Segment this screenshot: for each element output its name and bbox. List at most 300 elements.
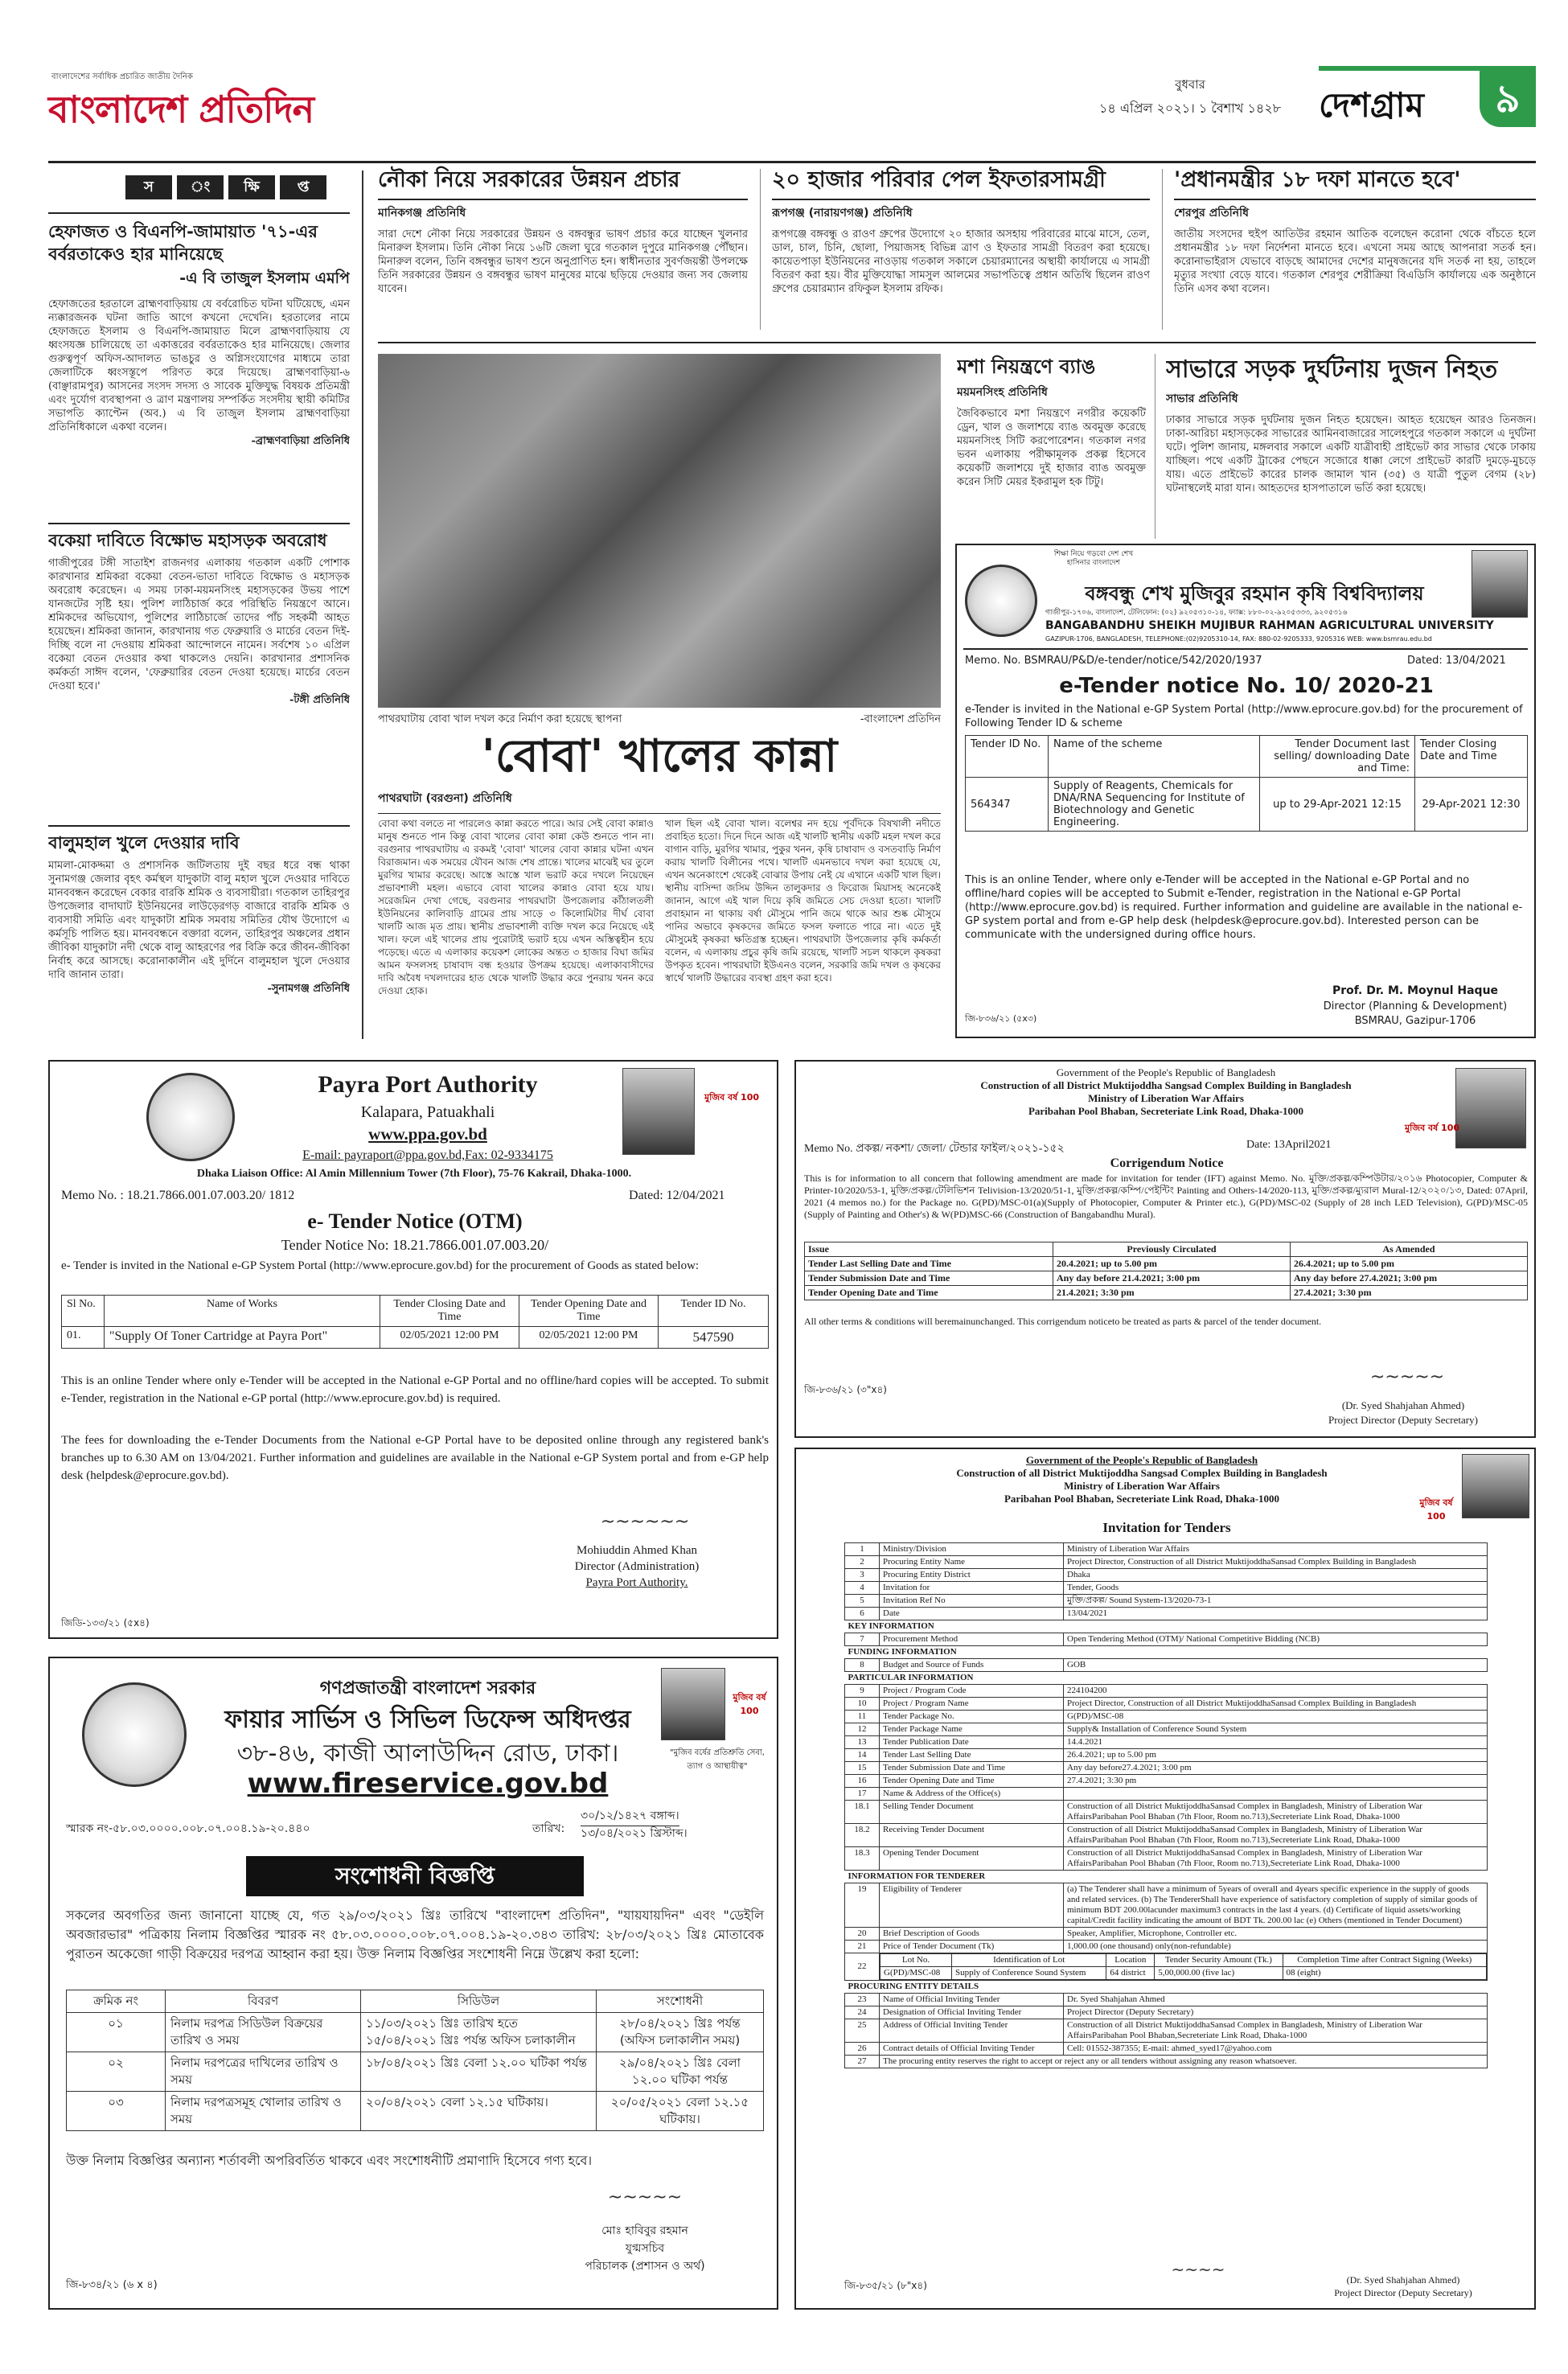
table-cell: Procuring Entity District [880,1569,1064,1582]
signer-name: মোঃ হাবিবুর রহমান [601,2224,688,2237]
memo-date: Date: 13April2021 [1246,1139,1332,1151]
brief-body: হেফাজতের হরতালে ব্রাহ্মণবাড়িয়ায় যে বর্বরোচিত ঘটনা ঘটিয়েছে, এমন ন্যক্কারজনক ঘটনা জাতি আগে কখনো দেখেনি। হরতালের নামে হেফাজতে ইসলাম ও বিএনপি-জামায়াত মিলে ব্রাহ্মণবাড়িয়ায় যে ধ্বংসযজ্ঞ চালিয়েছে তা একাত্তরের বর্বরতাকেও হার মানিয়েছে। জেলার গুরুত্বপূর্ণ অফিস-আদালত ভাঙচুর ও অগ্নিসংযোগের মাধ্যমে তারা জেলাটিকে ধ্বংসস্তূপে পরিণত করে দিয়েছে। ব্রাহ্মণবাড়িয়া-৬ (বাঞ্ছারামপুর) আসনের সংসদ সদস্য ও সাবেক মুক্তিযুদ্ধ বিষয়ক প্রতিমন্ত্রী এবং দুর্যোগ ব্যবস্থাপনা ও ত্রাণ মন্ত্রণালয় সম্পর্কিত সংসদীয় স্থায়ী কমিটির সভাপতি ক্যাপ্টেন (অব.) এ বি তাজুল ইসলাম ব্রাহ্মণবাড়িয়া প্রতিনিধিকালে একথা বলেন। [48,298,350,433]
news-headline: 'প্রধানমন্ত্রীর ১৮ দফা মানতে হবে' [1174,167,1461,192]
table-row [845,1633,1488,1646]
table-row [845,1646,1488,1659]
table-row [845,1685,1488,1698]
feature-body-col1: বোবা কথা বলতে না পারলেও কান্না করতে পারে। আর সেই বোবা কান্নাও মানুষ শুনতে পান কিন্তু বোবা খালের বোবা কান্না কেউ শুনতে পান না। বরগুনার পাথরঘাটায় এ রকমই 'বোবা' খালের বোবা কান্নার ঘটনা এখন বিরাজমান। এক সময়ের যৌবন আজ শেষ প্রান্তে। খালের মাঝেই ঘর তুলে মুরগির খামার করেছে। আস্তে আস্তে খাল ভরাট করে দখলে নিয়েছেন প্রভাবশালী মহল। এভাবে বোবা খালের কান্নাও বোবা হয়ে যায়। সরেজমিন দেখা গেছে, বরগুনার পাথরঘাটা উপজেলার কাঁঠালতলী ইউনিয়নের কালিবাড়ি গ্রামের প্রায় সাড়ে ৩ কিলোমিটার দীর্ঘ বোবা খালটি আজ মৃত প্রায়। স্থানীয় প্রভাবশালী ব্যক্তি দখল করে নিয়েছে এই খাল। ফলে এই খালের প্রায় পুরোটাই ভরাট হয়ে এখন অস্তিত্বহীন হয়ে পড়েছে। এতে এ এলাকার কয়েকশ লোকের অন্তত ৩ হাজার বিঘা জমির আমন ফসলসহ চাষাবাদ বন্ধ হওয়ার উপক্রম হয়েছে। এলাকাবাসীদের দাবি অবৈধ দখলদারের হাত থেকে খালটি উদ্ধার করে পুনরায় খনন করে দেওয়া হোক। [378,818,654,996]
table-cell: ২০/০৫/২০২১ বেলা ১২.১৫ ঘটিকায়। [597,2092,764,2131]
table-cell: 02/05/2021 12:00 PM [519,1327,659,1349]
authority-email: E-mail: payraport@ppa.gov.bd,Fax: 02-9334175 [302,1148,553,1162]
table-cell: 24 [845,2006,880,2019]
table-cell: Any day before 27.4.2021; 3:00 pm [1291,1271,1528,1286]
date-bengali-calendar: ৩০/১২/১৪২৭ বঙ্গাব্দ। [581,1806,679,1826]
column-header: Name of the scheme [1049,736,1260,778]
table-cell: 29-Apr-2021 12:30 [1415,778,1528,832]
signer-org: Payra Port Authority. [585,1576,688,1589]
table-cell: 21.4.2021; 3:30 pm [1053,1286,1291,1300]
signer-org: BSMRAU, Gazipur-1706 [1354,1015,1476,1027]
table-cell: Address of Official Inviting Tender [880,2019,1064,2043]
amendment-table [66,1990,764,2131]
table-cell: (a) The Tenderer shall have a minimum of 5years of overall and 4years specific experience in the supply of goods and related services. (b) The TendererShall have experience of satisfactory completion of supply of similar goods of minimum BDT 200.00lacunder maximum3 contracts in the last 4 years. (d) Certificate of liquid assets/working capital/Credit facility indicating the amount of BDT Tk. 200.00 lac (e) Others (mentioned in Tender Document) [1064,1883,1488,1928]
masthead [48,71,1536,167]
table-cell: Construction of all District MuktijoddhaSansad Complex in Bangladesh, Ministry of Liberation War AffairsParibahan Pool Bhaban (7th Floor, Room no.713),Secreteriate Link Road, Dhaka-1000 [1064,1824,1488,1847]
table-row [845,1556,1488,1569]
lot-table-cell [880,1953,1488,1981]
table-cell: Price of Tender Document (Tk) [880,1941,1064,1953]
column-header: Sl No. [62,1296,105,1327]
authority-website: www.ppa.gov.bd [368,1124,487,1144]
news-body: ঢাকার সাভারে সড়ক দুর্ঘটনায় দুজন নিহত হয়েছেন। আহত হয়েছেন আরও তিনজন। ঢাকা-আরিচা মহাসড়কের সাভারের আমিনবাজারের সালেহপুরে গতকাল সকালে এ দুর্ঘটনা ঘটে। পুলিশ জানায়, মঙ্গলবার সকালে একটি যাত্রীবাহী প্রাইভেট কার সাভার থেকে ঢাকায় যাচ্ছিল। পথে একটি ট্রাকের পেছনে সজোরে ধাক্কা লেগে প্রাইভেট কারটি দুমড়ে-মুচড়ে যায়। এতে প্রাইভেট কারের চালক জামাল খান (৩৫) ও যাত্রী পুতুল বেগম (২৮) ঘটনাস্থলেই মারা যান। আহতদের হাসপাতালে ভর্তি করা হয়েছে। [1166,414,1536,495]
table-row [845,1659,1488,1672]
university-address-en: GAZIPUR-1706, BANGLADESH, TELEPHONE:(02)9205310-14, FAX: 880-02-9205333, 9205316 WEB: www.bsmrau.edu.bd [1045,635,1432,643]
masthead-tagline: বাংলাদেশের সর্বাধিক প্রচারিত জাতীয় দৈনিক [51,72,193,81]
table-cell: 14.4.2021 [1064,1736,1488,1749]
table-cell: 18.3 [845,1847,880,1871]
memo-number: Memo No. প্রকল্প/ নকশা/ জেলা/ টেন্ডার ফাইল/২০২১-১৫২ [804,1143,1065,1155]
news-headline: ২০ হাজার পরিবার পেল ইফতারসামগ্রী [772,167,1106,192]
table-cell: Ministry/Division [880,1543,1064,1556]
news-story [378,165,748,334]
signature: ~~~~~ [607,2187,683,2208]
table-cell: GOB [1064,1659,1488,1672]
table-cell: নিলাম দরপত্রসমূহ খোলার তারিখ ও সময় [166,2092,361,2131]
news-byline: ময়মনসিংহ প্রতিনিধি [957,386,1048,399]
corrigendum-title: Corrigendum Notice [1110,1156,1224,1170]
table-cell: Contract details of Official Inviting Tender [880,2043,1064,2056]
table-row [845,1723,1488,1736]
signer-title: যুগ্মসচিব [625,2242,665,2255]
table-cell: ২৮/০৪/২০২১ খ্রিঃ পর্যন্ত (অফিস চলাকালীন সময়) [597,2013,764,2052]
table-cell: Any day before 21.4.2021; 3:00 pm [1053,1271,1291,1286]
project-name: Construction of all District Muktijoddha Sangsad Complex Building in Bangladesh [980,1079,1352,1091]
table-row [845,2056,1488,2068]
amendment-intro: সকলের অবগতির জন্য জানানো যাচ্ছে যে, গত ২৯/০৩/২০২১ খ্রিঃ তারিখে "বাংলাদেশ প্রতিদিন", "যায়যায়দিন" এবং "ডেইলি অবজারভার" পত্রিকায় নিলাম বিজ্ঞপ্তির স্মারক নং ৫৮.০৩.০০০০.০০৮.০৭.০০৪.১৯-২০.৩৪৩ তারিখ: ২৮/০৩/২০২১ খ্রিঃ মোতাবেক পুরাতন অকেজো গাড়ী বিক্রয়ের দরপত্র আহ্বান করা হয়। উক্ত নিলাম বিজ্ঞপ্তির সংশোধনী নিম্নে উল্লেখ করা হলো: [66,1908,764,1961]
feature-caption: পাথরঘাটায় বোবা খাল দখল করে নির্মাণ করা হয়েছে স্থাপনা [378,713,622,725]
issue-day: বুধবার [1175,77,1205,92]
fire-service-ad [48,1657,778,2310]
table-cell: ২০/০৪/২০২১ বেলা ১২.১৫ ঘটিকায়। [361,2092,597,2131]
table-cell: 23 [845,1994,880,2006]
table-cell: Project / Program Code [880,1685,1064,1698]
table-cell: 08 (eight) [1283,1967,1486,1980]
table-cell: Tender Opening Date and Time [880,1775,1064,1788]
table-cell: Selling Tender Document [880,1801,1064,1824]
table-row [845,1569,1488,1582]
table-row [845,1711,1488,1723]
signer-title: Project Director (Deputy Secretary) [1334,2287,1472,2298]
table-cell: নিলাম দরপত্র সিডিউল বিক্রয়ের তারিখ ও সময় [166,2013,361,2052]
table-cell: FUNDING INFORMATION [845,1646,1488,1659]
table-cell: 26.4.2021; up to 5.00 pm [1291,1257,1528,1271]
tender-notice-title: e-Tender notice No. 10/ 2020-21 [1059,674,1434,698]
table-cell: Open Tendering Method (OTM)/ National Competitive Bidding (NCB) [1064,1633,1488,1646]
lot-table [880,1953,1487,1980]
table-cell: 9 [845,1685,880,1698]
brief-credit: -ব্রাহ্মণবাড়িয়া প্রতিনিধি [251,435,350,447]
table-cell: Brief Description of Goods [880,1928,1064,1941]
news-byline: শেরপুর প্রতিনিধি [1174,207,1249,220]
brief-item [48,220,350,518]
corrigendum-footer: All other terms & conditions will beremainunchanged. This corrigendum noticeto be treated as parts & parcel of the tender document. [804,1316,1322,1327]
table-row [845,1698,1488,1711]
signer-title: Project Director (Deputy Secretary) [1328,1414,1478,1426]
table-cell [1064,1788,1488,1801]
bangabandhu-portrait [661,1668,725,1740]
brief-headline: বকেয়া দাবিতে বিক্ষোভ মহাসড়ক অবরোধ [48,531,327,550]
news-body: জৈবিকভাবে মশা নিয়ন্ত্রণে নগরীর কয়েকটি ড্রেন, খাল ও জলাশয়ে ব্যাঙ অবমুক্ত করেছে ময়মনসিংহ সিটি করপোরেশন। গতকাল নগর ভবন এলাকায় পরীক্ষামূলক প্রকল্প হিসেবে কয়েকটি জলাশয়ে দুই হাজার ব্যাঙ অবমুক্ত করেন সিটি মেয়র ইকরামুল হক টিটু। [957,408,1146,488]
memo-date: Dated: 12/04/2021 [629,1189,725,1202]
feature-photo [378,354,941,708]
university-name-en: BANGABANDHU SHEIKH MUJIBUR RAHMAN AGRICULTURAL UNIVERSITY [1045,619,1494,632]
table-row [845,2019,1488,2043]
table-cell: Tender Last Selling Date [880,1749,1064,1762]
table-cell: 5,00,000.00 (five lac) [1155,1967,1283,1980]
memo-number: Memo. No. BSMRAU/P&D/e-tender/notice/542/2020/1937 [965,655,1262,667]
column-header: Lot No. [880,1954,952,1967]
signer-name: (Dr. Syed Shahjahan Ahmed) [1346,2274,1460,2286]
table-cell: G(PD)/MSC-08 [880,1967,952,1980]
table-cell: 01. [62,1327,105,1349]
table-cell: Tender Publication Date [880,1736,1064,1749]
news-byline: সাভার প্রতিনিধি [1166,392,1238,405]
column-header: Tender ID No. [659,1296,769,1327]
ad-ref: জি-৮৩৬/২১ (৩"x৪) [804,1384,887,1395]
table-cell: 14 [845,1749,880,1762]
column-header: Identification of Lot [951,1954,1106,1967]
table-row [845,1672,1488,1685]
column-header: বিবরণ [166,1990,361,2013]
amendment-banner: সংশোধনী বিজ্ঞপ্তি [246,1856,584,1896]
table-cell: Name of Official Inviting Tender [880,1994,1064,2006]
department-address: ৩৮-৪৬, কাজী আলাউদ্দিন রোড, ঢাকা। [236,1739,619,1768]
table-cell: নিলাম দরপত্রের দাখিলের তারিখ ও সময় [166,2052,361,2092]
bsmrau-tender-ad [955,544,1536,1038]
mujib-quote: "মুজিব বর্ষের প্রতিশ্রুতি সেবা, ত্যাগ ও আস্থায়ীত্ব" [670,1748,765,1771]
column-header: Tender ID No. [966,736,1049,778]
table-cell: Project Director (Deputy Secretary) [1064,2006,1488,2019]
tender-intro: e- Tender is invited in the National e-GP System Portal (http://www.eprocure.gov.bd) for the procurement of Goods as stated below: [61,1259,700,1272]
table-cell: Date [880,1608,1064,1620]
news-story [1174,165,1536,334]
itt-table [844,1542,1488,2068]
table-cell: Invitation for [880,1582,1064,1595]
table-cell: G(PD)/MSC-08 [1064,1711,1488,1723]
tender-table [61,1295,769,1349]
table-cell: 3 [845,1569,880,1582]
table-cell: Tender Submission Date and Time [805,1271,1053,1286]
column-header: Tender Closing Date and Time [1415,736,1528,778]
column-header: Name of Works [105,1296,380,1327]
table-row [845,1762,1488,1775]
table-cell: Any day before27.4.2021; 3:00 pm [1064,1762,1488,1775]
table-cell: Tender, Goods [1064,1582,1488,1595]
column-header: As Amended [1291,1242,1528,1257]
table-cell: up to 29-Apr-2021 12:15 [1260,778,1415,832]
column-header: সিডিউল [361,1990,597,2013]
table-cell: 18.2 [845,1824,880,1847]
column-header: ক্রমিক নং [67,1990,166,2013]
table-cell: Name & Address of the Office(s) [880,1788,1064,1801]
corrigendum-intro: This is for information to all concern that following amendment are made for invitation for tender (IFT) against Memo. No. মুক্তি/প্রকল্প/কম্পিউটার/২০১৬ Photocopier, Computer & Printer-10/2020/53-1, মুক্তি/প্রকল্প/টেলিভিশন Telivision-13/2020/51-1, মুক্তি/প্রকল্প/কম্পি/পেইন্টিং Painting and Others-14/2020-113, মুক্তি/প্রকল্প/ম্যুরাল Mural-12/২০২০/১৩, Dated: 07April, 2021 (4 memos no.) for the Package no. G(PD)/MSC-01(a)(Supply of Photocopier, Computer & Printer etc.), G(PD)/MSC-02 (Supply of 28 inch LED Television), G(PD)/MSC-05 (Supply of Painting and Other's) & W(PD)MSC-66 (Construction of Bangabandhu Mural). [804,1173,1528,1220]
table-cell: Supply of Reagents, Chemicals for DNA/RNA Sequencing for Institute of Biotechnology and Genetic Engineering. [1049,778,1260,832]
liaison-office: Dhaka Liaison Office: Al Amin Millennium Tower (7th Floor), 75-76 Kakrail, Dhaka-1000. [196,1168,632,1180]
table-cell: 224104200 [1064,1685,1488,1698]
table-cell: Speaker, Amplifier, Microphone, Controller etc. [1064,1928,1488,1941]
table-row [845,1608,1488,1620]
table-cell: Tender Package Name [880,1723,1064,1736]
signer-title: Director (Planning & Development) [1323,1000,1508,1012]
gov-name: Government of the People's Republic of Bangladesh [1025,1454,1258,1466]
column-header: Tender Closing Date and Time [380,1296,519,1327]
authority-name: Payra Port Authority [318,1071,538,1098]
signature: ~~~~~ [1369,1367,1445,1387]
university-logo [965,565,1037,637]
news-headline: মশা নিয়ন্ত্রণে ব্যাঙ [957,355,1096,378]
signer-name: (Dr. Syed Shahjahan Ahmed) [1341,1399,1465,1411]
news-body: সারা দেশে নৌকা নিয়ে সরকারের উন্নয়ন ও বঙ্গবন্ধুর ভাষণ প্রচার করে যাচ্ছেন খুলনার মিনারুল ইসলাম। তিনি নৌকা নিয়ে ১৬টি জেলা ঘুরে গতকাল দুপুরে মানিকগঞ্জ পৌঁছান। মিনারুল বলেন, তিনি বঙ্গবন্ধুর ভাষণ শুনে অনুপ্রাণিত হন। স্বাধীনতার সুবর্ণজয়ন্তী উপলক্ষে তিনি সরকারের উন্নয়ন ও বঙ্গবন্ধুর ভাষণ মানুষের মাঝে ছড়িয়ে দেওয়ার জন্য সব জেলায় যাবেন। [378,228,748,295]
table-row [845,1847,1488,1871]
table-cell: 564347 [966,778,1049,832]
date-label: তারিখ: [532,1822,565,1835]
table-cell: Procuring Entity Name [880,1556,1064,1569]
ad-ref: জি-৮৩৬/২১ (৫x৩) [965,1013,1037,1024]
table-cell: 19 [845,1883,880,1928]
table-cell: 26.4.2021; up to 5.00 pm [1064,1749,1488,1762]
table-row [845,1749,1488,1762]
table-cell: 2 [845,1556,880,1569]
brief-tile: ং [177,175,224,199]
university-name-bn: বঙ্গবন্ধু শেখ মুজিবুর রহমান কৃষি বিশ্ববিদ্যালয় [1085,582,1424,605]
university-address-bn: গাজীপুর-১৭০৬, বাংলাদেশ, টেলিফোন: (০২) ৯২০৫৩১০-১৪, ফ্যাক্স: ৮৮০-০২-৯২০৫৩৩৩, ৯২০৫৩১৬ [1045,609,1348,617]
column-header: Tender Document last selling/ downloading Date and Time: [1260,736,1415,778]
fire-service-logo [82,1682,187,1787]
memo-number: স্মারক নং-৫৮.০৩.০০০০.০০৮.০৭.০০৪.১৯-২০.৪৪০ [66,1822,310,1835]
table-cell: 22 [845,1953,880,1981]
brief-tile: ক্ষি [228,175,275,199]
table-cell: Construction of all District MuktijoddhaSansad Complex in Bangladesh, Ministry of Liberation War AffairsParibahan Pool Bhaban (7th Floor, Room no.713),Secreteriate Link Road, Dhaka-1000 [1064,1801,1488,1824]
brief-tile: স [125,175,172,199]
ad-slogan: শিক্ষা নিয়ে গড়বো দেশ শেখ হাসিনার বাংলাদেশ [1053,550,1134,567]
mujib-borsho-logo: মুজিব বর্ষ 100 [704,1092,760,1103]
table-cell: 21 [845,1941,880,1953]
page-number: ৯ [1495,76,1521,121]
table-cell: 25 [845,2019,880,2043]
mujib-borsho-logo: মুজিব বর্ষ 100 [1419,1497,1453,1522]
project-name: Construction of all District Muktijoddha Sangsad Complex Building in Bangladesh [956,1467,1328,1479]
table-cell: 15 [845,1762,880,1775]
table-cell: 6 [845,1608,880,1620]
amendment-outro: উক্ত নিলাম বিজ্ঞপ্তির অন্যান্য শর্তাবলী অপরিবর্তিত থাকবে এবং সংশোধনীটি প্রমাণাদি হিসেবে গণ্য হবে। [66,2153,593,2168]
brief-tile: প্ত [280,175,326,199]
table-cell: ১৮/০৪/২০২১ খ্রিঃ বেলা ১২.০০ ঘটিকা পর্যন্ত [361,2052,597,2092]
feature-photo-credit: -বাংলাদেশ প্রতিদিন [860,713,941,725]
ministry-name: Ministry of Liberation War Affairs [1088,1092,1244,1104]
table-cell: 27.4.2021; 3:30 pm [1291,1286,1528,1300]
table-cell: Tender Package No. [880,1711,1064,1723]
table-cell: Procurement Method [880,1633,1064,1646]
ad-ref: জি-৮৩৫/২১ (৮"x৪) [844,2280,927,2291]
table-cell: 17 [845,1788,880,1801]
table-cell: 16 [845,1775,880,1788]
corrigendum-table [804,1242,1528,1300]
table-row [845,1871,1488,1883]
table-cell: 26 [845,2043,880,2056]
table-row [845,1994,1488,2006]
section-banner [1319,71,1536,132]
tender-table [965,735,1528,832]
news-byline: মানিকগঞ্জ প্রতিনিধি [378,207,466,220]
table-cell: The procuring entity reserves the right to accept or reject any or all tenders without assigning any reason whatsoever. [880,2056,1488,2068]
paper-logo: বাংলাদেশ প্রতিদিন [48,88,314,131]
table-row [845,1883,1488,1928]
table-cell: 20.4.2021; up to 5.00 pm [1053,1257,1291,1271]
mujib-borsho-logo: মুজিব বর্ষ 100 [1404,1123,1460,1133]
news-headline: সাভারে সড়ক দুর্ঘটনায় দুজন নিহত [1166,355,1498,384]
news-body: রূপগঞ্জে বঙ্গবন্ধু ও রাওণ গ্রুপের উদ্যোগে ২০ হাজার অসহায় পরিবারের মাঝে মাসে, তেল, ডাল, চাল, চিনি, ছোলা, পিয়াজসহ বিভিন্ন ত্রাণ ও ইফতার সামগ্রী বিতরণ করা হয়েছে। কায়েতপাড়া ইউনিয়নের নাওড়ায় গতকাল সকালে চেয়ারম্যানের অস্থায়ী কার্যালয়ে এ সামগ্রী বিতরণ করা হয়। বীর মুক্তিযোদ্ধা সামসুল আলমের সভাপতিত্বে প্রধান অতিথি ছিলেন রাওণ গ্রুপের চেয়ারম্যান রফিকুল ইসলাম রফিক। [772,228,1150,295]
table-row [845,2043,1488,2056]
table-cell: মুক্তি/প্রকল্প/ Sound System-13/2020-73-1 [1064,1595,1488,1608]
table-cell: Eligibility of Tenderer [880,1883,1064,1928]
gov-name: Government of the People's Republic of Bangladesh [1056,1066,1276,1078]
signature: ~~~~~~ [600,1512,690,1532]
table-cell: 27.4.2021; 3:30 pm [1064,1775,1488,1788]
column-header: সংশোধনী [597,1990,764,2013]
table-cell: Budget and Source of Funds [880,1659,1064,1672]
table-cell: "Supply Of Toner Cartridge at Payra Port" [105,1327,380,1349]
table-cell: 8 [845,1659,880,1672]
table-cell: Receiving Tender Document [880,1824,1064,1847]
bangabandhu-portrait [1455,1068,1526,1148]
table-cell: ০১ [67,2013,166,2052]
table-cell: Dhaka [1064,1569,1488,1582]
table-cell: 64 district [1106,1967,1155,1980]
signer-title: Director (Administration) [574,1560,700,1573]
table-row [845,1620,1488,1633]
feature-byline: পাথরঘাটা (বরগুনা) প্রতিনিধি [378,792,512,805]
table-cell: Project / Program Name [880,1698,1064,1711]
table-row [845,1788,1488,1801]
date-gregorian: ১৩/০৪/২০২১ খ্রিস্টাব্দ। [581,1827,688,1840]
ad-ref: জিডি-১৩৩/২১ (৫x৪) [61,1617,150,1629]
tender-para: This is an online Tender where only e-Tender will be accepted in the National e-GP Portal and no offline/hard copies will be accepted. To submit e-Tender, registration in the National e-GP portal (http://www.eprocure.gov.bd) is required. [61,1374,769,1405]
table-row [845,1953,1488,1981]
table-cell: Tender Opening Date and Time [805,1286,1053,1300]
table-row [845,2006,1488,2019]
news-story [772,165,1150,334]
memo-number: Memo No. : 18.21.7866.001.07.003.20/ 1812 [61,1189,295,1202]
table-cell: PROCURING ENTITY DETAILS [845,1981,1488,1994]
table-cell: 7 [845,1633,880,1646]
column-header: Tender Security Amount (Tk.) [1155,1954,1283,1967]
table-cell: 20 [845,1928,880,1941]
brief-column [48,170,350,1039]
ad-ref: জি-৮৩৪/২১ (৬ x ৪) [66,2279,158,2291]
mujib-borsho-logo: মুজিব বর্ষ 100 [733,1692,766,1716]
table-cell: Designation of Official Inviting Tender [880,2006,1064,2019]
signer-name: Prof. Dr. M. Moynul Haque [1332,984,1499,997]
table-cell: 13 [845,1736,880,1749]
table-cell: Project Director, Construction of all District MuktijoddhaSansad Complex Building in Bangladesh [1064,1556,1488,1569]
table-cell: ০২ [67,2052,166,2092]
news-byline: রূপগঞ্জ (নারায়ণগঞ্জ) প্রতিনিধি [772,207,913,220]
itt-title: Invitation for Tenders [1102,1520,1231,1535]
brief-subhead: -এ বি তাজুল ইসলাম এমপি [179,269,350,287]
table-cell: 10 [845,1698,880,1711]
table-cell: ২৯/০৪/২০২১ খ্রিঃ বেলা ১২.০০ ঘটিকা পর্যন্ত [597,2052,764,2092]
section-title: দেশগ্রাম [1319,85,1424,125]
table-cell: Cell: 01552-387355; E-mail: ahmed_syed17@yahoo.com [1064,2043,1488,2056]
table-row [845,1824,1488,1847]
table-cell: Dr. Syed Shahjahan Ahmed [1064,1994,1488,2006]
table-cell: Invitation Ref No [880,1595,1064,1608]
memo-date: Dated: 13/04/2021 [1407,655,1506,667]
brief-body: মামলা-মোকদ্দমা ও প্রশাসনিক জটিলতায় দুই বছর ধরে বন্ধ থাকা সুনামগঞ্জ জেলার বৃহৎ কর্মস্থল যাদুকাটা বালু মহাল খুলে দেওয়ার দাবিতে মানববন্ধন করেছেন বেকার বারকি শ্রমিক ও ব্যবসায়ীরা। গতকাল তাহিরপুর উপজেলার বাদাঘাট ইউনিয়নের লাউড়েরগড় বাজারে বারকি শ্রমিক ও ব্যবসায়ী সমিতি এবং যাদুকাটা শ্রমিক সমবায় সমিতির যৌথ উদ্যোগে এ কর্মসূচি পালিত হয়। মানববন্ধনে বক্তারা বলেন, তাহিরপুর অঞ্চলের প্রধান জীবিকা যাদুকাটা নদী থেকে বালু আহরণের পর বিক্রি করে জীবন-জীবিকা নির্বাহ করে আসছে। করোনাকালীন এই দুর্দিনে বালুমহাল খুলে দেওয়ার দাবি জানান তারা। [48,860,350,981]
feature-story [378,728,941,1037]
news-body: জাতীয় সংসদের হুইপ আতিউর রহমান আতিক বলেছেন করোনা থেকে বাঁচতে হলে প্রধানমন্ত্রীর ১৮ দফা নির্দেশনা মানতে হবে। এখনো সময় আছে আপনারা সতর্ক হন। করোনাভাইরাস যেভাবে বাড়ছে আমাদের দেশের মানুষজনের যদি সতর্ক না হয়, তাহলে মৃত্যুর সংখ্যা বেড়ে যাবে। গতকাল শেরপুর শেরীক্রিয়া বিএডিসি কার্যালয়ে এক অনুষ্ঠানে তিনি এসব কথা বলেন। [1174,228,1536,295]
tender-notice-number: Tender Notice No: 18.21.7866.001.07.003.20/ [281,1237,549,1253]
table-cell: KEY INFORMATION [845,1620,1488,1633]
office-address: Paribahan Pool Bhaban, Secreteriate Link Road, Dhaka-1000 [1004,1493,1280,1505]
tender-para: The fees for downloading the e-Tender Documents from the National e-GP Portal have to be deposited online through any registered bank's branches up to 6.30 AM on 13/04/2021. Further information and guidelines are available in the National e-GP System portal and from e-GP help desk (helpdesk@eprocure.gov.bd). [61,1434,769,1482]
brief-headline: হেফাজত ও বিএনপি-জামায়াত '৭১-এর বর্বরতাকেও হার মানিয়েছে [48,222,318,264]
table-cell: 5 [845,1595,880,1608]
table-row [845,1595,1488,1608]
table-row [845,1582,1488,1595]
table-cell: 18.1 [845,1801,880,1824]
table-cell: ০৩ [67,2092,166,2131]
table-row [845,1775,1488,1788]
table-row [845,1543,1488,1556]
brief-credit: -সুনামগঞ্জ প্রতিনিধি [267,983,350,995]
table-cell: 11 [845,1711,880,1723]
payra-port-tender-ad [48,1060,778,1639]
table-cell: 4 [845,1582,880,1595]
column-header: Location [1106,1954,1155,1967]
table-cell: 12 [845,1723,880,1736]
column-header: Issue [805,1242,1053,1257]
authority-location: Kalapara, Patuakhali [360,1103,495,1121]
tender-heading: e- Tender Notice (OTM) [307,1210,523,1233]
masthead-rule [48,161,1536,163]
table-cell: Opening Tender Document [880,1847,1064,1871]
tender-footer: This is an online Tender, where only e-Tender will be accepted in the National e-GP Portal and no offline/hard copies will be accepted to Submit e-Tender, registration in the National e-GP Portal (http://www.eprocure.gov.bd) is required. Further information and guideline are available in the national e-GP system portal and from e-GP help desk (helpdesk@eprocure.gov.bd). Interested person can be communicate with the undersigned during office hours. [965,874,1523,941]
table-cell: Project Director, Construction of all District MuktijoddhaSansad Complex Building in Bangladesh [1064,1698,1488,1711]
department-website: www.fireservice.gov.bd [247,1768,609,1800]
bangabandhu-portrait [622,1068,695,1155]
table-cell: ১১/০৩/২০২১ খ্রিঃ তারিখ হতে ১৫/০৪/২০২১ খ্রিঃ পর্যন্ত অফিস চলাকালীন [361,2013,597,2052]
feature-headline: 'বোবা' খালের কান্না [481,730,838,782]
table-cell: 1,000.00 (one thousand) only(non-refundable) [1064,1941,1488,1953]
table-cell: 13/04/2021 [1064,1608,1488,1620]
department-name: ফায়ার সার্ভিস ও সিভিল ডিফেন্স অধিদপ্তর [224,1706,631,1734]
table-cell: Supply& Installation of Conference Sound System [1064,1723,1488,1736]
table-cell: 02/05/2021 12:00 PM [380,1327,519,1349]
office-address: Paribahan Pool Bhaban, Secreteriate Link Road, Dhaka-1000 [1028,1105,1304,1117]
table-row [845,1928,1488,1941]
table-cell: Supply of Conference Sound System [951,1967,1106,1980]
table-row [845,1801,1488,1824]
table-cell: PARTICULAR INFORMATION [845,1672,1488,1685]
column-header: Previously Circulated [1053,1242,1291,1257]
table-cell: Construction of all District MuktijoddhaSansad Complex in Bangladesh, Ministry of Liberation War AffairsParibahan Pool Bhaban,Secreteriate Link Road, Dhaka-1000 [1064,2019,1488,2043]
news-headline: নৌকা নিয়ে সরকারের উন্নয়ন প্রচার [378,167,680,192]
brief-item [48,832,350,1039]
bangabandhu-portrait [1462,1454,1529,1518]
news-story [1166,354,1536,539]
payra-port-logo [146,1073,235,1161]
table-row [845,1981,1488,1994]
